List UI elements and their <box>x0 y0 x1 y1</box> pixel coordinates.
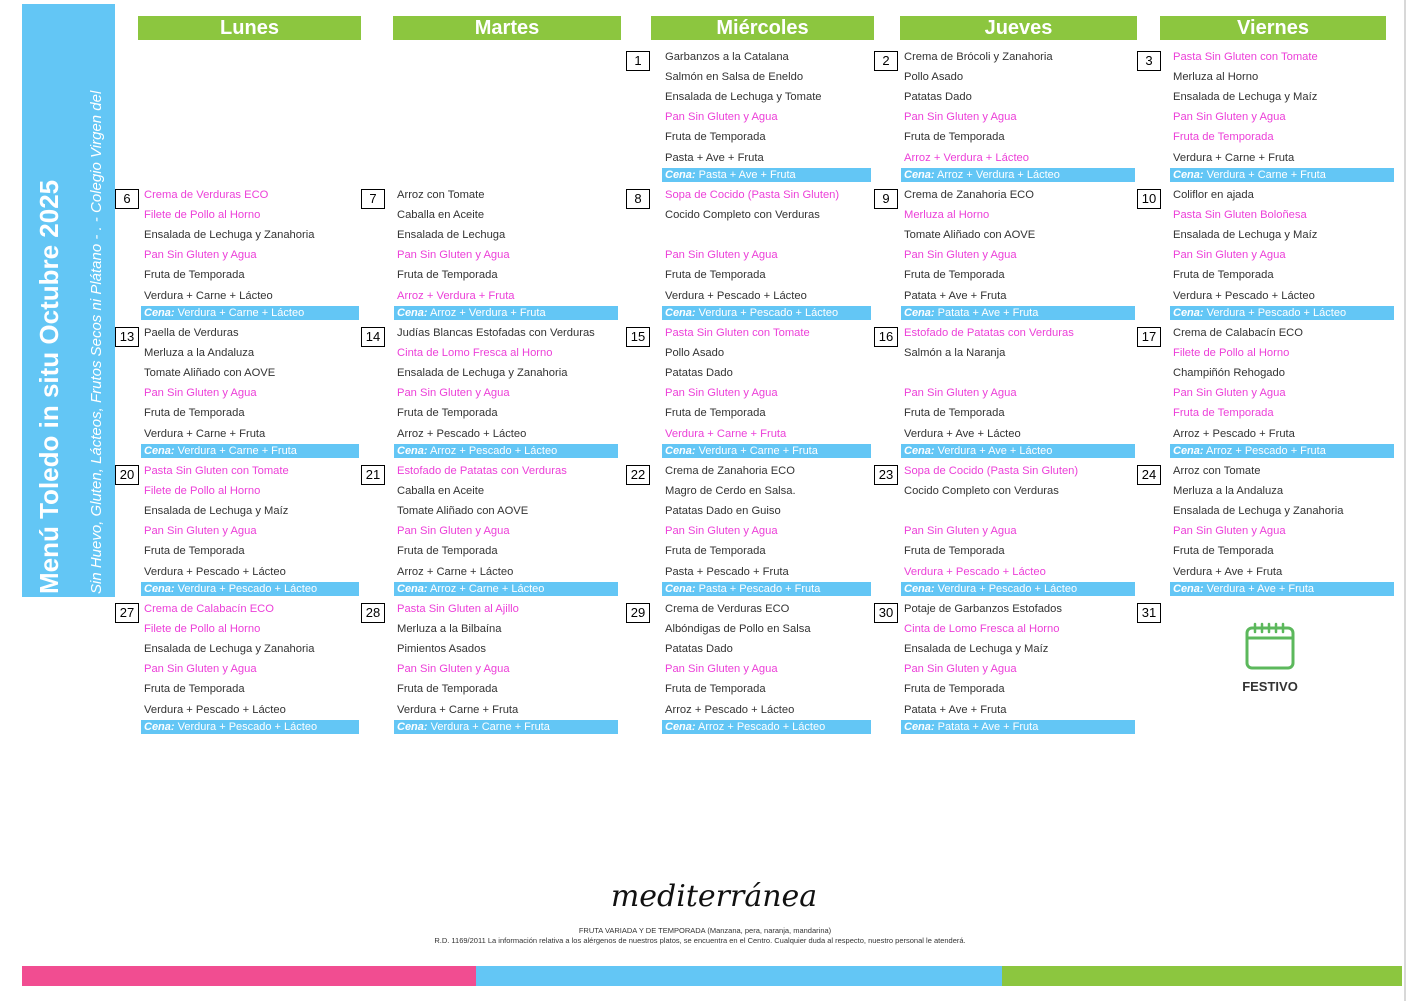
menu-item: Cinta de Lomo Fresca al Horno <box>904 623 1060 636</box>
menu-item: Verdura + Carne + Lácteo <box>144 289 273 302</box>
cena-value: Arroz + Carne + Lácteo <box>430 583 545 595</box>
menu-item: Merluza al Horno <box>904 209 990 222</box>
cena-row <box>394 720 618 734</box>
menu-item: Ensalada de Lechuga y Maíz <box>144 505 289 518</box>
menu-item: Pan Sin Gluten y Agua <box>397 249 510 262</box>
menu-item: Fruta de Temporada <box>144 545 245 558</box>
menu-item: Fruta de Temporada <box>1173 269 1274 282</box>
day-number: 3 <box>1137 51 1161 71</box>
menu-item: Estofado de Patatas con Verduras <box>904 327 1074 339</box>
cena-value: Verdura + Carne + Fruta <box>698 445 818 457</box>
cena-value: Arroz + Pescado + Lácteo <box>430 445 558 457</box>
menu-item: Pan Sin Gluten y Agua <box>144 249 257 262</box>
menu-item: Pan Sin Gluten y Agua <box>665 663 778 676</box>
menu-item: Verdura + Carne + Fruta <box>397 703 519 716</box>
menu-item: Pan Sin Gluten y Agua <box>904 663 1017 676</box>
menu-item: Pan Sin Gluten y Agua <box>904 111 1017 124</box>
cena-value: Arroz + Verdura + Lácteo <box>937 169 1060 181</box>
cena-label: Cena: <box>1173 307 1204 319</box>
menu-item: Pan Sin Gluten y Agua <box>144 525 257 538</box>
cena-row <box>394 306 618 320</box>
cena-label: Cena: <box>904 169 935 181</box>
cena-value: Patata + Ave + Fruta <box>937 307 1039 319</box>
menu-item: Verdura + Ave + Lácteo <box>904 427 1021 440</box>
menu-item: Albóndigas de Pollo en Salsa <box>665 623 811 636</box>
cena-label: Cena: <box>665 583 696 595</box>
day-number: 8 <box>626 189 650 209</box>
cena-row <box>1170 168 1394 182</box>
menu-item: Fruta de Temporada <box>665 407 766 420</box>
menu-item: Fruta de Temporada <box>904 131 1005 144</box>
menu-item: Fruta de Temporada <box>1173 131 1274 144</box>
menu-item: Coliflor en ajada <box>1173 189 1254 201</box>
cena-row <box>1170 306 1394 320</box>
menu-item: Fruta de Temporada <box>665 131 766 144</box>
menu-item: Pan Sin Gluten y Agua <box>904 387 1017 400</box>
cena-row <box>662 306 871 320</box>
menu-item: Pan Sin Gluten y Agua <box>144 387 257 400</box>
day-number: 9 <box>874 189 898 209</box>
menu-item: Fruta de Temporada <box>665 269 766 282</box>
menu-item: Ensalada de Lechuga <box>397 229 506 242</box>
menu-item: Fruta de Temporada <box>144 407 245 420</box>
menu-item: Pasta + Pescado + Fruta <box>665 565 789 578</box>
cena-label: Cena: <box>1173 583 1204 595</box>
legal-note: R.D. 1169/2011 La información relativa a los alérgenos de nuestros platos, se encuentra en el Centro. Cualquier duda al respecto, nuestro personal le atenderá. <box>434 936 966 945</box>
menu-item: Verdura + Pescado + Lácteo <box>144 565 286 578</box>
menu-item: Crema de Zanahoria ECO <box>665 465 795 477</box>
menu-item: Verdura + Pescado + Lácteo <box>144 703 286 716</box>
day-number: 10 <box>1137 189 1161 209</box>
cena-row <box>394 444 618 458</box>
menu-item: Filete de Pollo al Horno <box>144 209 261 222</box>
menu-item: Patatas Dado <box>665 643 733 656</box>
menu-item: Merluza a la Bilbaína <box>397 623 502 636</box>
menu-item: Fruta de Temporada <box>904 545 1005 558</box>
menu-item: Patatas Dado <box>904 91 972 104</box>
logo-text: mediterránea <box>610 879 818 914</box>
cena-label: Cena: <box>665 307 696 319</box>
menu-item: Merluza a la Andaluza <box>144 347 255 360</box>
day-number: 30 <box>874 603 898 623</box>
cena-label: Cena: <box>904 445 935 457</box>
menu-item: Fruta de Temporada <box>1173 545 1274 558</box>
cena-row <box>901 582 1135 596</box>
cena-label: Cena: <box>1173 445 1204 457</box>
menu-item: Fruta de Temporada <box>665 545 766 558</box>
menu-item: Verdura + Pescado + Lácteo <box>665 289 807 302</box>
cena-row <box>901 306 1135 320</box>
day-number: 14 <box>361 327 385 347</box>
menu-item: Sopa de Cocido (Pasta Sin Gluten) <box>904 465 1079 477</box>
menu-item: Patata + Ave + Fruta <box>904 703 1007 716</box>
cena-label: Cena: <box>144 445 175 457</box>
cena-label: Cena: <box>397 721 428 733</box>
cena-row <box>141 582 359 596</box>
menu-item: Pan Sin Gluten y Agua <box>1173 249 1286 262</box>
menu-item: Cocido Completo con Verduras <box>904 485 1059 498</box>
cena-row <box>662 444 871 458</box>
menu-item: Cinta de Lomo Fresca al Horno <box>397 347 553 360</box>
menu-item: Fruta de Temporada <box>397 269 498 282</box>
menu-item: Potaje de Garbanzos Estofados <box>904 603 1062 615</box>
menu-item: Filete de Pollo al Horno <box>144 485 261 498</box>
day-header-jueves: Jueves <box>900 16 1137 40</box>
menu-item: Fruta de Temporada <box>144 683 245 696</box>
menu-item: Garbanzos a la Catalana <box>665 51 789 63</box>
day-number: 6 <box>115 189 139 209</box>
menu-item: Pasta Sin Gluten con Tomate <box>144 465 289 477</box>
cena-label: Cena: <box>665 169 696 181</box>
menu-item: Crema de Verduras ECO <box>144 189 269 201</box>
menu-item: Ensalada de Lechuga y Tomate <box>665 91 822 104</box>
menu-item: Arroz con Tomate <box>397 189 485 201</box>
menu-item: Pan Sin Gluten y Agua <box>665 387 778 400</box>
menu-item: Pollo Asado <box>904 71 964 84</box>
menu-item: Merluza a la Andaluza <box>1173 485 1284 498</box>
cena-label: Cena: <box>397 307 428 319</box>
menu-item: Judías Blancas Estofadas con Verduras <box>397 327 595 339</box>
day-number: 2 <box>874 51 898 71</box>
cena-row <box>662 720 871 734</box>
cena-value: Patata + Ave + Fruta <box>937 721 1039 733</box>
menu-item: Magro de Cerdo en Salsa. <box>665 485 796 498</box>
menu-item: Fruta de Temporada <box>1173 407 1274 420</box>
day-header-martes: Martes <box>393 16 621 40</box>
menu-item: Tomate Aliñado con AOVE <box>904 229 1036 242</box>
menu-item: Verdura + Ave + Fruta <box>1173 565 1283 578</box>
menu-item: Pan Sin Gluten y Agua <box>397 525 510 538</box>
cena-label: Cena: <box>904 721 935 733</box>
menu-item: Filete de Pollo al Horno <box>1173 347 1290 360</box>
menu-item: Verdura + Pescado + Lácteo <box>1173 289 1315 302</box>
cena-label: Cena: <box>397 445 428 457</box>
cena-row <box>141 720 359 734</box>
day-number: 20 <box>115 465 139 485</box>
menu-item: Cocido Completo con Verduras <box>665 209 820 222</box>
menu-item: Tomate Aliñado con AOVE <box>144 367 276 380</box>
menu-item: Arroz con Tomate <box>1173 465 1261 477</box>
menu-item: Arroz + Verdura + Fruta <box>397 289 515 302</box>
menu-item: Fruta de Temporada <box>397 407 498 420</box>
menu-item: Tomate Aliñado con AOVE <box>397 505 529 518</box>
menu-item: Fruta de Temporada <box>144 269 245 282</box>
menu-item: Patata + Ave + Fruta <box>904 289 1007 302</box>
cena-label: Cena: <box>665 445 696 457</box>
menu-item: Caballa en Aceite <box>397 485 485 498</box>
cena-value: Verdura + Carne + Fruta <box>177 445 297 457</box>
menu-item: Arroz + Pescado + Lácteo <box>665 703 795 716</box>
menu-subtitle: Sin Huevo, Gluten, Lácteos, Frutos Secos ni Plátano - . - Colegio Virgen del <box>88 90 105 594</box>
menu-item: Caballa en Aceite <box>397 209 485 222</box>
menu-item: Pasta Sin Gluten con Tomate <box>665 327 810 339</box>
cena-row <box>1170 444 1394 458</box>
menu-item: Pimientos Asados <box>397 643 486 656</box>
menu-item: Pan Sin Gluten y Agua <box>1173 387 1286 400</box>
cena-value: Verdura + Carne + Lácteo <box>177 307 305 319</box>
menu-item: Pasta Sin Gluten Boloñesa <box>1173 209 1307 222</box>
day-number: 28 <box>361 603 385 623</box>
menu-item: Fruta de Temporada <box>904 269 1005 282</box>
cena-row <box>901 168 1135 182</box>
menu-item: Pasta + Ave + Fruta <box>665 151 764 164</box>
menu-item: Pan Sin Gluten y Agua <box>665 111 778 124</box>
menu-item: Salmón a la Naranja <box>904 347 1006 360</box>
cena-row <box>1170 582 1394 596</box>
menu-item: Verdura + Carne + Fruta <box>144 427 266 440</box>
cena-value: Verdura + Ave + Lácteo <box>937 445 1053 457</box>
menu-item: Ensalada de Lechuga y Maíz <box>1173 229 1318 242</box>
menu-item: Crema de Brócoli y Zanahoria <box>904 51 1053 63</box>
cena-label: Cena: <box>397 583 428 595</box>
cena-row <box>901 444 1135 458</box>
day-number: 17 <box>1137 327 1161 347</box>
cena-label: Cena: <box>144 583 175 595</box>
menu-item: Sopa de Cocido (Pasta Sin Gluten) <box>665 189 840 201</box>
menu-item: Ensalada de Lechuga y Zanahoria <box>1173 505 1344 518</box>
day-number: 1 <box>626 51 650 71</box>
menu-item: Pan Sin Gluten y Agua <box>904 249 1017 262</box>
menu-item: Ensalada de Lechuga y Zanahoria <box>397 367 568 380</box>
menu-sidebar <box>22 4 115 597</box>
cena-label: Cena: <box>904 583 935 595</box>
cena-row <box>901 720 1135 734</box>
cena-row <box>662 168 871 182</box>
footer-bar-green <box>1002 966 1402 986</box>
menu-item: Patatas Dado <box>665 367 733 380</box>
day-header-viernes: Viernes <box>1160 16 1386 40</box>
day-number: 15 <box>626 327 650 347</box>
menu-item: Ensalada de Lechuga y Zanahoria <box>144 643 315 656</box>
menu-item: Pan Sin Gluten y Agua <box>144 663 257 676</box>
menu-item: Ensalada de Lechuga y Maíz <box>904 643 1049 656</box>
day-number: 7 <box>361 189 385 209</box>
menu-item: Fruta de Temporada <box>397 545 498 558</box>
day-number: 16 <box>874 327 898 347</box>
menu-item: Pan Sin Gluten y Agua <box>665 249 778 262</box>
day-number: 23 <box>874 465 898 485</box>
cena-row <box>662 582 871 596</box>
menu-item: Fruta de Temporada <box>665 683 766 696</box>
menu-item: Pollo Asado <box>665 347 725 360</box>
day-number: 13 <box>115 327 139 347</box>
cena-value: Verdura + Pescado + Lácteo <box>937 583 1078 595</box>
menu-item: Crema de Zanahoria ECO <box>904 189 1034 201</box>
menu-item: Fruta de Temporada <box>904 683 1005 696</box>
cena-value: Pasta + Ave + Fruta <box>698 169 796 181</box>
menu-item: Verdura + Carne + Fruta <box>665 427 787 440</box>
day-header-miercoles: Miércoles <box>651 16 874 40</box>
day-number: 27 <box>115 603 139 623</box>
cena-row <box>394 582 618 596</box>
menu-item: Pasta Sin Gluten al Ajillo <box>397 603 519 615</box>
day-number: 29 <box>626 603 650 623</box>
cena-label: Cena: <box>144 307 175 319</box>
day-number: 24 <box>1137 465 1161 485</box>
footer-bar-pink <box>22 966 476 986</box>
menu-item: Patatas Dado en Guiso <box>665 505 781 518</box>
cena-label: Cena: <box>665 721 696 733</box>
cena-label: Cena: <box>144 721 175 733</box>
menu-item: Paella de Verduras <box>144 327 239 339</box>
menu-item: Salmón en Salsa de Eneldo <box>665 71 804 84</box>
cena-row <box>141 306 359 320</box>
cena-value: Verdura + Ave + Fruta <box>1206 583 1315 595</box>
cena-label: Cena: <box>1173 169 1204 181</box>
cena-row <box>141 444 359 458</box>
festivo-label: FESTIVO <box>1242 679 1298 694</box>
menu-item: Pasta Sin Gluten con Tomate <box>1173 51 1318 63</box>
menu-item: Merluza al Horno <box>1173 71 1259 84</box>
menu-item: Arroz + Pescado + Lácteo <box>397 427 527 440</box>
cena-value: Verdura + Pescado + Lácteo <box>177 721 318 733</box>
menu-item: Pan Sin Gluten y Agua <box>904 525 1017 538</box>
menu-item: Fruta de Temporada <box>904 407 1005 420</box>
menu-item: Crema de Calabacín ECO <box>1173 327 1303 339</box>
menu-item: Crema de Verduras ECO <box>665 603 790 615</box>
menu-item: Fruta de Temporada <box>397 683 498 696</box>
cena-value: Verdura + Carne + Fruta <box>430 721 550 733</box>
menu-item: Arroz + Carne + Lácteo <box>397 565 514 578</box>
menu-item: Pan Sin Gluten y Agua <box>397 387 510 400</box>
menu-item: Arroz + Verdura + Lácteo <box>904 151 1030 164</box>
menu-item: Pan Sin Gluten y Agua <box>665 525 778 538</box>
menu-item: Ensalada de Lechuga y Zanahoria <box>144 229 315 242</box>
mediterranea-logo <box>594 876 834 916</box>
cena-value: Arroz + Verdura + Fruta <box>430 307 546 319</box>
menu-item: Crema de Calabacín ECO <box>144 603 274 615</box>
calendar-icon <box>1243 622 1297 672</box>
festivo-block <box>1232 622 1308 694</box>
menu-item: Estofado de Patatas con Verduras <box>397 465 567 477</box>
day-number: 31 <box>1137 603 1161 623</box>
menu-item: Filete de Pollo al Horno <box>144 623 261 636</box>
menu-item: Ensalada de Lechuga y Maíz <box>1173 91 1318 104</box>
menu-item: Arroz + Pescado + Fruta <box>1173 427 1295 440</box>
cena-value: Verdura + Carne + Fruta <box>1206 169 1326 181</box>
menu-item: Pan Sin Gluten y Agua <box>1173 111 1286 124</box>
menu-item: Pan Sin Gluten y Agua <box>397 663 510 676</box>
cena-value: Verdura + Pescado + Lácteo <box>1206 307 1347 319</box>
day-number: 21 <box>361 465 385 485</box>
menu-item: Verdura + Carne + Fruta <box>1173 151 1295 164</box>
cena-value: Verdura + Pescado + Lácteo <box>177 583 318 595</box>
menu-item: Champiñón Rehogado <box>1173 367 1285 380</box>
footer-bar-blue <box>476 966 1002 986</box>
cena-value: Arroz + Pescado + Lácteo <box>698 721 826 733</box>
day-header-lunes: Lunes <box>138 16 361 40</box>
menu-item: Verdura + Pescado + Lácteo <box>904 565 1046 578</box>
menu-title: Menú Toledo in situ Octubre 2025 <box>34 179 64 594</box>
cena-value: Verdura + Pescado + Lácteo <box>698 307 839 319</box>
menu-item: Pan Sin Gluten y Agua <box>1173 525 1286 538</box>
cena-value: Arroz + Pescado + Fruta <box>1206 445 1326 457</box>
cena-label: Cena: <box>904 307 935 319</box>
fruit-note: FRUTA VARIADA Y DE TEMPORADA (Manzana, pera, naranja, mandarina) <box>578 926 832 935</box>
day-number: 22 <box>626 465 650 485</box>
cena-value: Pasta + Pescado + Fruta <box>698 583 821 595</box>
